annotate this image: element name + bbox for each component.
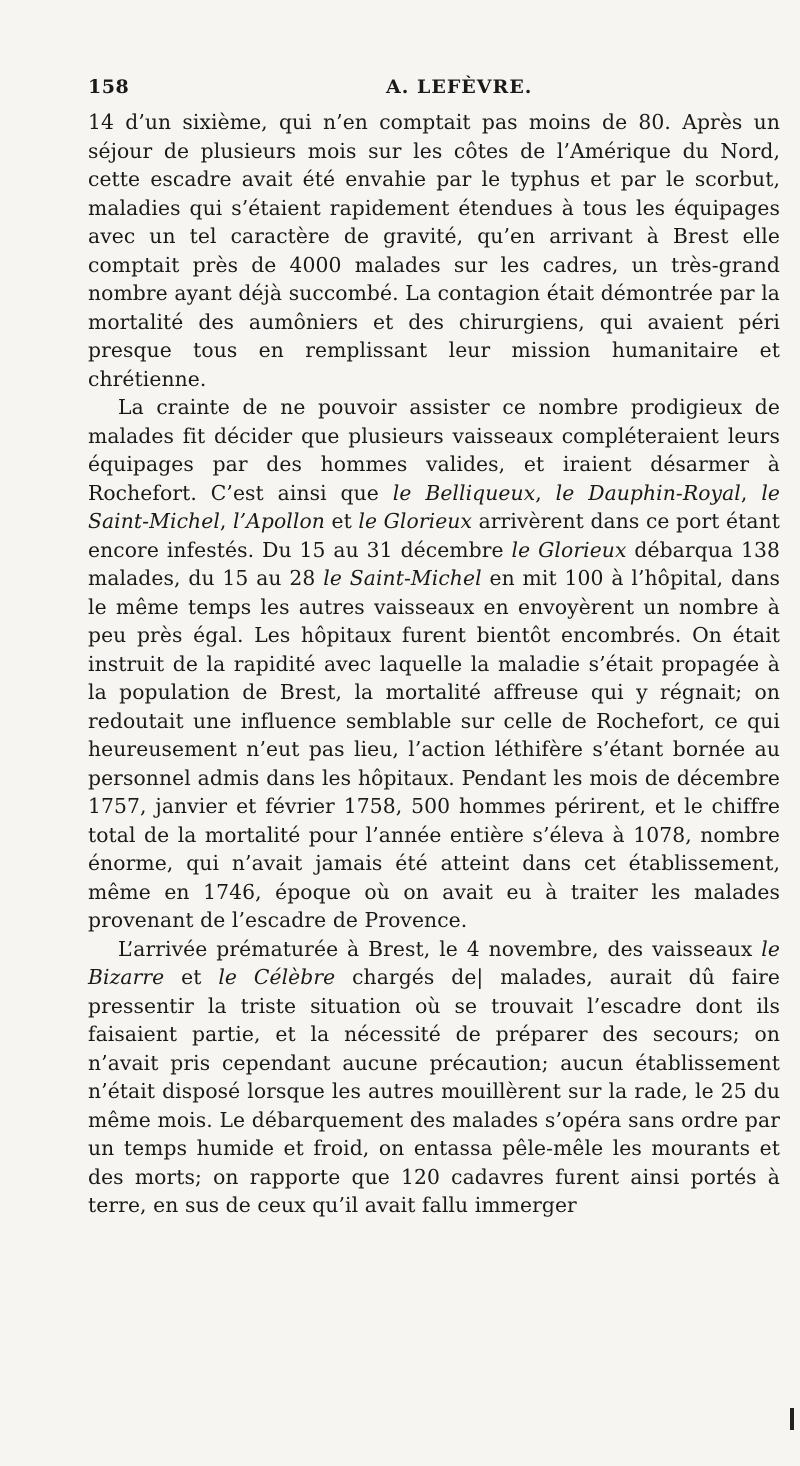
body-text bbox=[88, 108, 780, 1220]
ship-name-saint-michel-2: le Saint-Michel bbox=[323, 566, 482, 590]
ship-name-apollon: l’Apollon bbox=[233, 509, 325, 533]
ship-name-dauphin-royal: le Dauphin-Royal bbox=[555, 480, 741, 505]
p2-text-e: et bbox=[324, 509, 359, 533]
ship-name-bizarre: le Bizarre bbox=[88, 936, 780, 989]
p2-text-h: en mit 100 à l’hôpital, dans le même temps les autres vaisseaux en envoyèrent un nombre à peu près égal. Les hôpitaux furent bientôt encombrés. On était instruit de la rapidité avec laquelle la maladie s’était propagée à la population de Brest, la mortalité affreuse qui y régnait; on redoutait une influence semblable sur celle de Rochefort, ce qui heureusement n’eut pas lieu, l’action léthifère s’étant bornée au personnel admis dans les hôpitaux. Pendant les mois de décembre 1757, janvier et février 1758, 500 hommes périrent, et le chiffre total de la mortalité pour l’année entière s’éleva à 1078, nombre énorme, qui n’avait jamais été atteint dans cet établissement, même en 1746, époque où on avait eu à traiter les malades provenant de l’escadre de Provence. bbox=[88, 566, 780, 932]
p2-text-a: La crainte de ne pouvoir assister ce nombre prodigieux de malades fit décider que plusieurs vaisseaux compléteraient leurs équipages par des hommes valides, et iraient désarmer à Rochefort. C’est ainsi que bbox=[88, 395, 780, 505]
p2-text-f: arrivèrent dans ce port étant encore infestés. Du 15 au 31 décembre bbox=[88, 509, 780, 562]
paragraph-1: 14 d’un sixième, qui n’en comptait pas moins de 80. Après un séjour de plusieurs mois sur les côtes de l’Amérique du Nord, cette escadre avait été envahie par le typhus et par le scorbut, maladies qui s’étaient rapidement étendues à tous les équipages avec un tel caractère de gravité, qu’en arrivant à Brest elle comptait près de 4000 malades sur les cadres, un très-grand nombre ayant déjà succombé. La contagion était démontrée par la mortalité des aumôniers et des chirurgiens, qui avaient péri presque tous en remplissant leur mission humanitaire et chrétienne. bbox=[88, 110, 780, 391]
paragraph-3 bbox=[88, 935, 780, 1220]
ship-name-glorieux-2: le Glorieux bbox=[511, 537, 627, 562]
p3-text-a: L’arrivée prématurée à Brest, le 4 novembre, des vaisseaux bbox=[118, 936, 762, 961]
p3-text-c: chargés de| malades, aurait dû faire pressentir la triste situation où se trouvait l’escadre dont ils faisaient partie, et la nécessité de préparer des secours; on n’avait pris cependant aucune précaution; aucun établissement n’était disposé lorsque les autres mouillèrent sur la rade, le 25 du même mois. Le débarquement des malades s’opéra sans ordre par un temps humide et froid, on entassa pêle-mêle les mourants et des morts; on rapporte que 120 cadavres furent ainsi portés à terre, en sus de ceux qu’il avait fallu immerger bbox=[88, 965, 780, 1217]
running-head-author: A. LEFÈVRE. bbox=[386, 76, 533, 98]
p2-text-g: débarqua 138 malades, du 15 au 28 bbox=[88, 537, 780, 590]
paragraph-2 bbox=[88, 393, 780, 935]
ship-name-saint-michel: le Saint-Michel bbox=[88, 480, 781, 533]
page-number: 158 bbox=[88, 76, 130, 98]
p2-text-c: , bbox=[740, 480, 762, 505]
ship-name-celebre: le Célèbre bbox=[218, 965, 336, 989]
ship-name-belliqueux: le Belliqueux bbox=[392, 480, 536, 505]
p3-text-b: et bbox=[164, 965, 219, 989]
p2-text-b: , bbox=[535, 480, 556, 505]
scan-edge-mark bbox=[790, 1408, 794, 1430]
p2-text-d: , bbox=[219, 509, 234, 533]
running-head bbox=[88, 76, 780, 104]
ship-name-glorieux: le Glorieux bbox=[358, 509, 473, 533]
book-page bbox=[88, 76, 780, 1220]
